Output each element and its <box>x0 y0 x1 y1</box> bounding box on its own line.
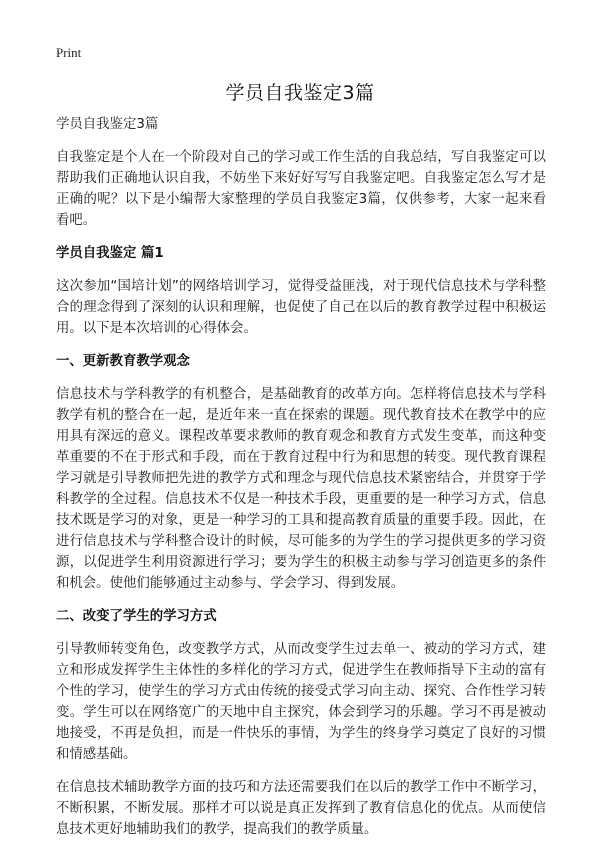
page-title: 学员自我鉴定3篇 <box>225 82 375 104</box>
print-link[interactable]: Print <box>56 45 82 60</box>
paragraph-update-concepts: 信息技术与学科教学的有机整合，是基础教育的改革方向。怎样将信息技术与学科教学有机的整合在一起，是近年来一直在探索的课题。现代教育技术在教学中的应用具有深远的意义。课程改革要求教师的教育观念和教育方式发生变革，而这种变革重要的不在于形式和手段，而在于教育过程中行为和思想的转变。现代教育课程学习就是引导教师把先进的教学方式和理念与现代信息技术紧密结合，并贯穿于学科教学的全过程。信息技术不仅是一种技术手段，更重要的是一种学习方式，信息技术既是学习的对象，更是一种学习的工具和提高教育质量的重要手段。因此，在进行信息技术与学科整合设计的时候，尽可能多的为学生的学习提供更多的学习资源，以促进学生利用资源进行学习；要为学生的积极主动参与学习创造更多的条件和机会。使他们能够通过主动参与、学会学习、得到发展。 <box>56 387 546 591</box>
paragraph-conclusion: 在信息技术辅助教学方面的技巧和方法还需要我们在以后的教学工作中不断学习，不断积累，不断发展。那样才可以说是真正发挥到了教育信息化的优点。从而使信息技术更好地辅助我们的教学，提高我们的教学质量。 <box>56 780 546 837</box>
section-intro-paragraph: 这次参加“国培计划”的网络培训学习，觉得受益匪浅，对于现代信息技术与学科整合的理念得到了深刻的认识和理解，也促使了自己在以后的教育教学过程中积极运用。以下是本次培训的心得体会。 <box>56 279 546 336</box>
paragraph-learning-methods: 引导教师转变角色，改变教学方式，从而改变学生过去单一、被动的学习方式，建立和形成发挥学生主体性的多样化的学习方式，促进学生在教师指导下主动的富有个性的学习，使学生的学习方式由传统的接受式学习向主动、探究、合作性学习转变。学生可以在网络宽广的天地中自主探究，体会到学习的乐趣。学习不再是被动地接受，不再是负担，而是一件快乐的事情，为学生的终身学习奠定了良好的习惯和情感基础。 <box>56 642 546 762</box>
intro-paragraph: 自我鉴定是个人在一个阶段对自己的学习或工作生活的自我总结，写自我鉴定可以帮助我们正确地认识自我，不妨坐下来好好写写自我鉴定吧。自我鉴定怎么写才是正确的呢？以下是小编帮大家整理的学员自我鉴定3篇，仅供参考，大家一起来看看吧。 <box>56 150 546 228</box>
document-subtitle: 学员自我鉴定3篇 <box>56 117 159 132</box>
document-body <box>56 114 546 852</box>
heading-update-concepts: 一、更新教育教学观念 <box>56 354 190 369</box>
section-heading: 学员自我鉴定 篇1 <box>56 246 164 261</box>
heading-learning-methods: 二、改变了学生的学习方式 <box>56 609 217 624</box>
